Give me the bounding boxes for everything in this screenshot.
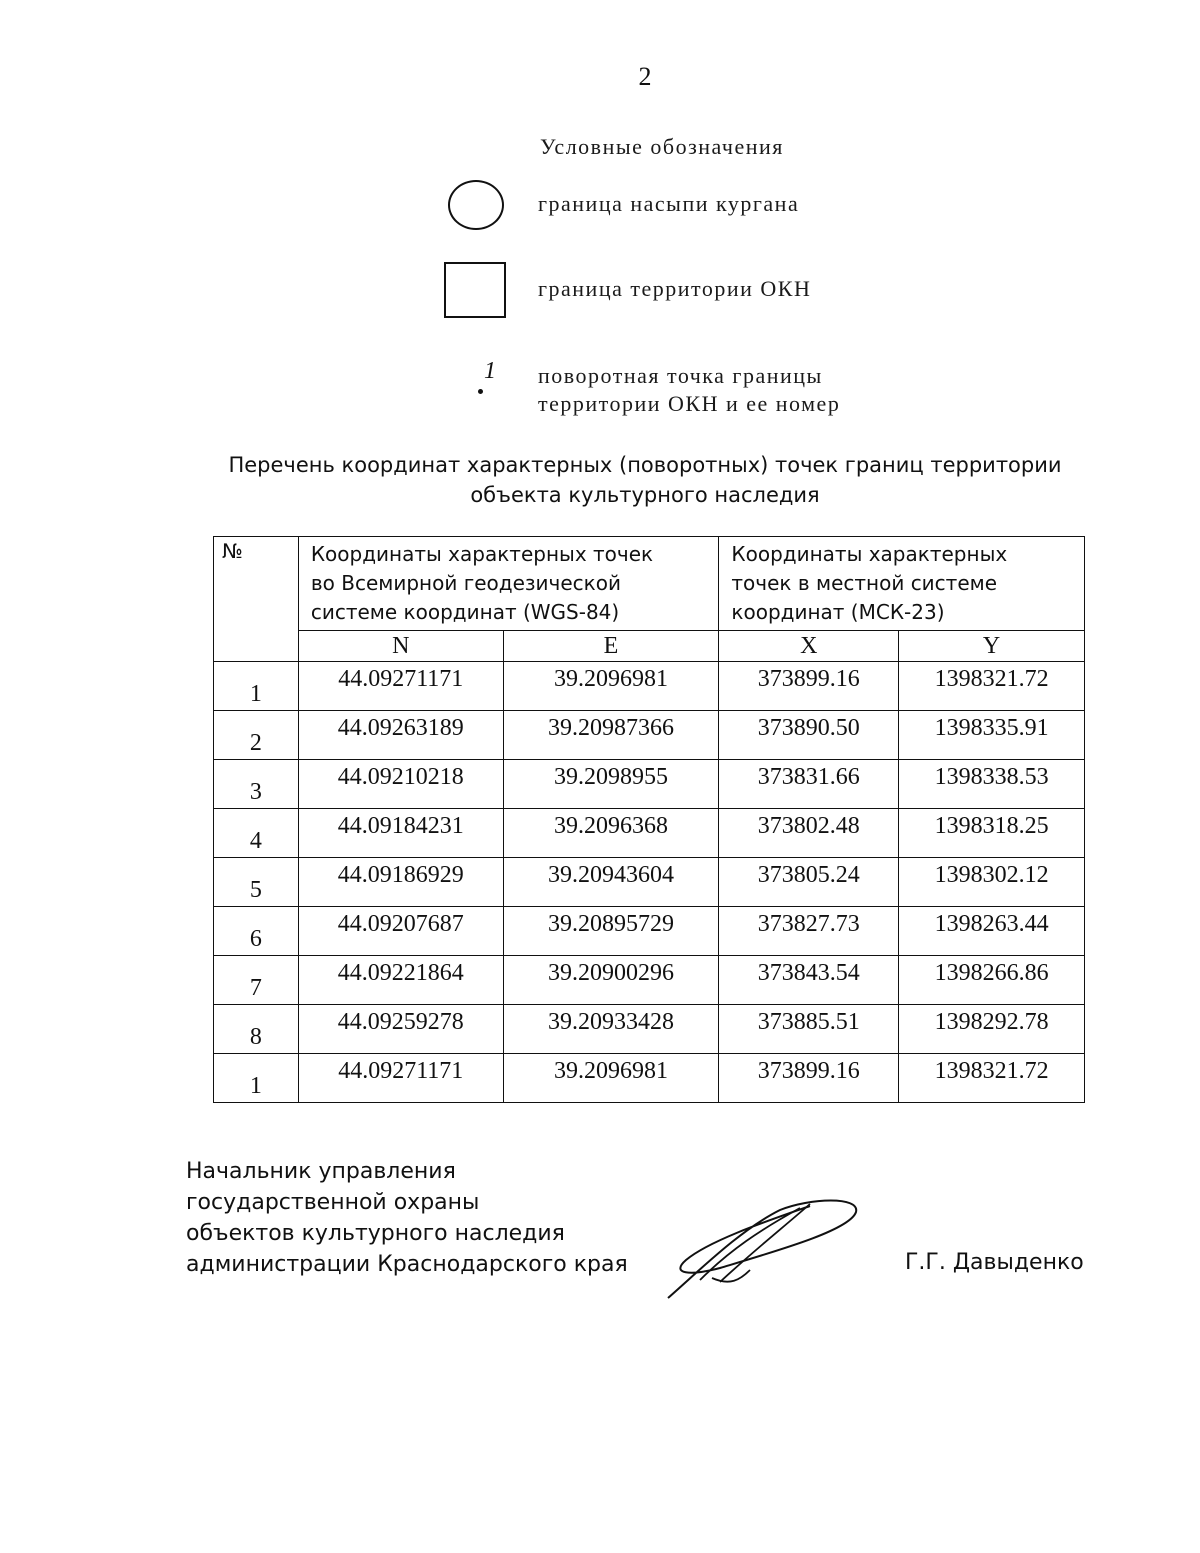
table-row: [214, 907, 1085, 956]
cell-y: 1398302.12: [899, 858, 1085, 907]
table-row: [214, 662, 1085, 711]
cell-e: 39.20895729: [503, 907, 719, 956]
header-line: координат (МСК-23): [731, 600, 945, 624]
cell-point-number: 1: [214, 662, 299, 711]
cell-x: 373827.73: [719, 907, 899, 956]
table-row: [214, 1054, 1085, 1103]
cell-y: 1398321.72: [899, 1054, 1085, 1103]
heading-line: объекта культурного наследия: [470, 483, 820, 507]
cell-x: 373805.24: [719, 858, 899, 907]
column-header-e: E: [503, 631, 719, 662]
cell-n: 44.09186929: [298, 858, 503, 907]
position-line: объектов культурного наследия: [186, 1221, 565, 1246]
cell-e: 39.2098955: [503, 760, 719, 809]
position-line: администрации Краснодарского края: [186, 1252, 628, 1277]
header-line: во Всемирной геодезической: [310, 571, 621, 595]
cell-e: 39.20900296: [503, 956, 719, 1005]
header-line: системе координат (WGS-84): [310, 600, 620, 624]
cell-point-number: 3: [214, 760, 299, 809]
cell-y: 1398321.72: [899, 662, 1085, 711]
cell-point-number: 5: [214, 858, 299, 907]
signatory-position: [186, 1156, 628, 1280]
handwritten-signature: [660, 1190, 870, 1305]
position-line: Начальник управления: [186, 1159, 456, 1184]
column-header-n: N: [298, 631, 503, 662]
cell-point-number: 8: [214, 1005, 299, 1054]
cell-point-number: 7: [214, 956, 299, 1005]
legend-label-line: поворотная точка границы: [538, 363, 823, 388]
heading-line: Перечень координат характерных (поворотных) точек границ территории: [228, 453, 1062, 477]
cell-e: 39.20943604: [503, 858, 719, 907]
cell-x: 373802.48: [719, 809, 899, 858]
cell-x: 373899.16: [719, 1054, 899, 1103]
legend-item-territory: [430, 262, 930, 332]
square-symbol-icon: [444, 262, 506, 318]
cell-e: 39.20933428: [503, 1005, 719, 1054]
cell-y: 1398335.91: [899, 711, 1085, 760]
column-header-number: №: [214, 537, 299, 662]
cell-point-number: 4: [214, 809, 299, 858]
cell-e: 39.2096981: [503, 662, 719, 711]
cell-y: 1398338.53: [899, 760, 1085, 809]
legend-item-point: [430, 358, 930, 432]
header-line: Координаты характерных точек: [310, 542, 654, 566]
cell-n: 44.09221864: [298, 956, 503, 1005]
cell-n: 44.09263189: [298, 711, 503, 760]
cell-x: 373890.50: [719, 711, 899, 760]
cell-x: 373885.51: [719, 1005, 899, 1054]
legend-label: граница насыпи кургана: [538, 191, 800, 216]
table-heading: [200, 450, 1090, 510]
column-header-x: X: [719, 631, 899, 662]
table-row: [214, 858, 1085, 907]
cell-n: 44.09210218: [298, 760, 503, 809]
cell-y: 1398318.25: [899, 809, 1085, 858]
table-row: [214, 809, 1085, 858]
coordinates-table: [213, 536, 1085, 1103]
cell-x: 373831.66: [719, 760, 899, 809]
legend-title: Условные обозначения: [540, 134, 784, 159]
legend-label: [538, 362, 840, 418]
table-row: [214, 1005, 1085, 1054]
table-row: [214, 956, 1085, 1005]
legend-label: граница территории ОКН: [538, 276, 812, 301]
cell-e: 39.2096981: [503, 1054, 719, 1103]
cell-point-number: 1: [214, 1054, 299, 1103]
table-row: [214, 760, 1085, 809]
cell-e: 39.20987366: [503, 711, 719, 760]
column-header-y: Y: [899, 631, 1085, 662]
cell-n: 44.09207687: [298, 907, 503, 956]
cell-n: 44.09271171: [298, 1054, 503, 1103]
table-row: [214, 711, 1085, 760]
cell-y: 1398292.78: [899, 1005, 1085, 1054]
point-symbol-number: 1: [484, 358, 496, 384]
cell-y: 1398263.44: [899, 907, 1085, 956]
cell-y: 1398266.86: [899, 956, 1085, 1005]
position-line: государственной охраны: [186, 1190, 480, 1215]
cell-point-number: 6: [214, 907, 299, 956]
column-header-msk23: [719, 537, 1085, 631]
cell-n: 44.09259278: [298, 1005, 503, 1054]
cell-n: 44.09271171: [298, 662, 503, 711]
page-number: 2: [638, 62, 652, 91]
circle-symbol-icon: [448, 180, 504, 230]
cell-e: 39.2096368: [503, 809, 719, 858]
legend-label-line: территории ОКН и ее номер: [538, 391, 841, 416]
cell-x: 373843.54: [719, 956, 899, 1005]
cell-x: 373899.16: [719, 662, 899, 711]
signatory-name: Г.Г. Давыденко: [905, 1250, 1084, 1275]
point-symbol-icon: [472, 358, 502, 402]
column-header-wgs84: [298, 537, 719, 631]
cell-point-number: 2: [214, 711, 299, 760]
cell-n: 44.09184231: [298, 809, 503, 858]
header-line: Координаты характерных: [731, 542, 1008, 566]
header-line: точек в местной системе: [731, 571, 998, 595]
legend-item-mound: [430, 180, 930, 250]
